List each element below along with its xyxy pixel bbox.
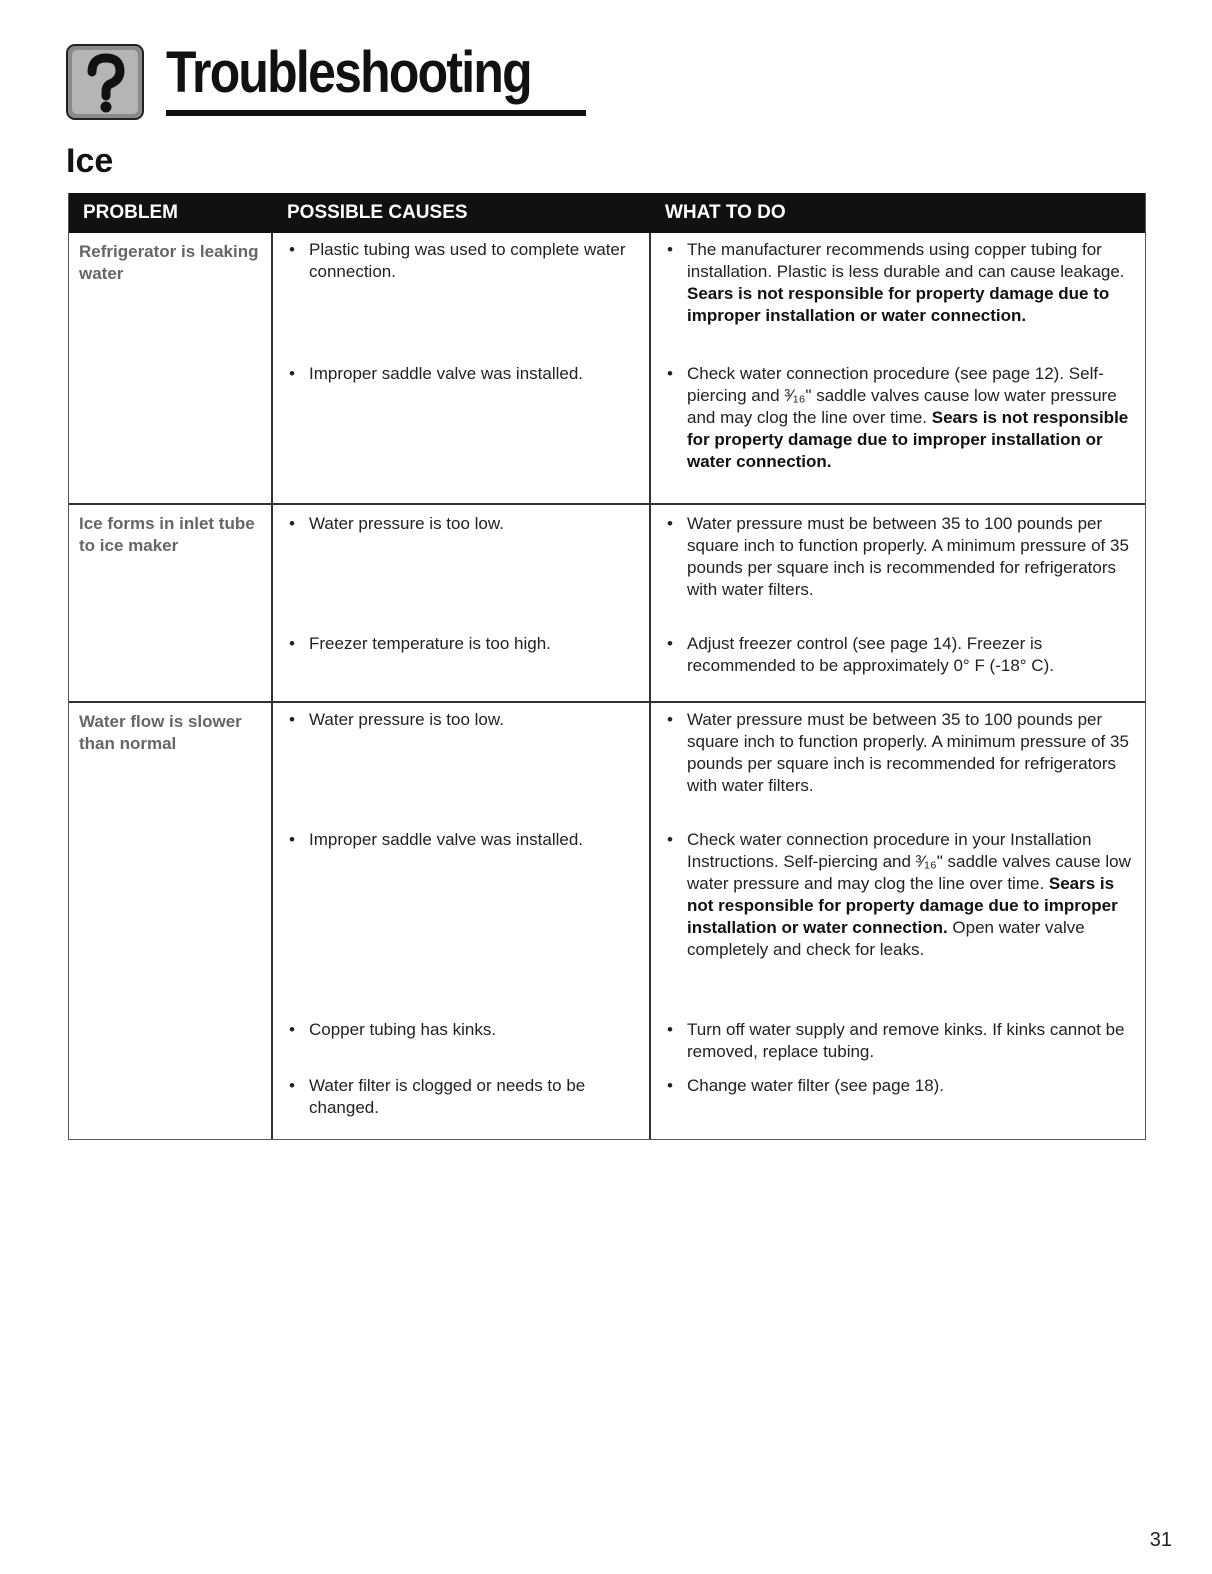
cause-block bbox=[289, 1019, 635, 1075]
cause-text: Water pressure is too low. bbox=[309, 710, 504, 729]
table-header bbox=[69, 193, 1145, 233]
todo-block bbox=[667, 1075, 1135, 1139]
todo-block bbox=[667, 829, 1135, 1019]
todo-block bbox=[667, 233, 1135, 363]
question-mark-icon bbox=[66, 44, 144, 120]
page-header bbox=[66, 40, 531, 122]
cause-block bbox=[289, 1075, 635, 1139]
cause-block bbox=[289, 829, 635, 1019]
todo-bold-text: Sears is not responsible for property damage due to improper installation or water connection. bbox=[687, 874, 1118, 937]
list-item: • Adjust freezer control (see page 14). Freezer is recommended to be approximately 0° F (-18° C). bbox=[667, 633, 1135, 677]
problem-cell bbox=[69, 505, 273, 701]
todo-text: The manufacturer recommends using copper tubing for installation. Plastic is less durable and can cause leakage. bbox=[687, 240, 1125, 281]
list-item: • Water pressure must be between 35 to 100 pounds per square inch to function properly. A minimum pressure of 35 pounds per square inch is recommended for refrigerators with water filters. bbox=[667, 709, 1135, 797]
todo-bold-text: Sears is not responsible for property damage due to improper installation or water connection. bbox=[687, 284, 1110, 325]
list-item: • Improper saddle valve was installed. bbox=[289, 830, 584, 849]
list-item: • Plastic tubing was used to complete water connection. bbox=[289, 239, 635, 283]
column-header-causes: POSSIBLE CAUSES bbox=[287, 202, 468, 223]
list-item: • Check water connection procedure in your Installation Instructions. Self-piercing and ³⁄₁₆" saddle valves cause low water pressure and may clog the line over time. Sears is not responsible for property damage due to improper installation or water connection. Open water valve completely and check for leaks. bbox=[667, 830, 1131, 959]
todo-text: Change water filter (see page 18). bbox=[687, 1076, 945, 1095]
cause-block bbox=[289, 633, 635, 701]
list-item: • Improper saddle valve was installed. bbox=[289, 364, 584, 383]
todo-cell bbox=[651, 233, 1145, 503]
problem-cell bbox=[69, 703, 273, 1139]
list-item: • Freezer temperature is too high. bbox=[289, 634, 551, 653]
problem-text: Ice forms in inlet tube to ice maker bbox=[79, 514, 255, 555]
list-item: • Water filter is clogged or needs to be changed. bbox=[289, 1075, 635, 1119]
list-item: • Check water connection procedure (see page 12). Self-piercing and ³⁄₁₆" saddle valves cause low water pressure and may clog the line over time. Sears is not responsible for property damage due to improper installation or water connection. bbox=[667, 364, 1129, 471]
column-header-what-to-do: WHAT TO DO bbox=[665, 202, 786, 223]
cause-block bbox=[289, 703, 635, 829]
cause-text: Improper saddle valve was installed. bbox=[309, 364, 584, 383]
cause-text: Water filter is clogged or needs to be changed. bbox=[309, 1076, 586, 1117]
todo-block bbox=[667, 633, 1135, 701]
cause-text: Improper saddle valve was installed. bbox=[309, 830, 584, 849]
list-item: • Turn off water supply and remove kinks. If kinks cannot be removed, replace tubing. bbox=[667, 1019, 1135, 1063]
table-row bbox=[69, 703, 1145, 1139]
column-header-problem: PROBLEM bbox=[83, 202, 178, 223]
todo-block bbox=[667, 363, 1135, 503]
cause-text: Plastic tubing was used to complete water connection. bbox=[309, 240, 626, 281]
todo-block bbox=[667, 505, 1135, 633]
todo-cell bbox=[651, 505, 1145, 701]
list-item: • Copper tubing has kinks. bbox=[289, 1020, 497, 1039]
cause-block bbox=[289, 363, 635, 503]
cause-block bbox=[289, 233, 635, 363]
table-row bbox=[69, 505, 1145, 703]
todo-block bbox=[667, 703, 1135, 829]
troubleshooting-table bbox=[68, 193, 1146, 1140]
causes-cell bbox=[273, 233, 651, 503]
todo-text: Check water connection procedure (see page 12). Self-piercing and ³⁄₁₆" saddle valves cause low water pressure and may clog the line over time. bbox=[687, 364, 1117, 427]
todo-bold-text: Sears is not responsible for property damage due to improper installation or water connection. bbox=[687, 408, 1129, 471]
todo-text: Water pressure must be between 35 to 100 pounds per square inch to function properly. A minimum pressure of 35 pounds per square inch is recommended for refrigerators with water filters. bbox=[687, 514, 1129, 599]
problem-text: Refrigerator is leaking water bbox=[79, 242, 259, 283]
todo-block bbox=[667, 1019, 1135, 1075]
cause-text: Water pressure is too low. bbox=[309, 514, 504, 533]
causes-cell bbox=[273, 703, 651, 1139]
list-item: • Change water filter (see page 18). bbox=[667, 1076, 945, 1095]
cause-text: Copper tubing has kinks. bbox=[309, 1020, 497, 1039]
list-item: • Water pressure is too low. bbox=[289, 514, 504, 533]
page-title: Troubleshooting bbox=[166, 40, 531, 105]
causes-cell bbox=[273, 505, 651, 701]
cause-text: Freezer temperature is too high. bbox=[309, 634, 551, 653]
problem-cell bbox=[69, 233, 273, 503]
todo-text: Check water connection procedure in your Installation Instructions. Self-piercing and ³⁄₁₆" saddle valves cause low water pressure and may clog the line over time. bbox=[687, 830, 1131, 893]
title-underline bbox=[166, 110, 586, 116]
todo-text: Water pressure must be between 35 to 100 pounds per square inch to function properly. A minimum pressure of 35 pounds per square inch is recommended for refrigerators with water filters. bbox=[687, 710, 1129, 795]
cause-block bbox=[289, 505, 635, 633]
list-item: • The manufacturer recommends using copper tubing for installation. Plastic is less durable and can cause leakage. Sears is not responsible for property damage due to improper installation or water connection. bbox=[667, 240, 1125, 325]
todo-after-text: Open water valve completely and check for leaks. bbox=[687, 918, 1085, 959]
list-item: • Water pressure is too low. bbox=[289, 710, 504, 729]
problem-text: Water flow is slower than normal bbox=[79, 712, 242, 753]
todo-cell bbox=[651, 703, 1145, 1139]
section-title: Ice bbox=[66, 142, 114, 180]
todo-text: Turn off water supply and remove kinks. If kinks cannot be removed, replace tubing. bbox=[687, 1020, 1125, 1061]
list-item: • Water pressure must be between 35 to 100 pounds per square inch to function properly. A minimum pressure of 35 pounds per square inch is recommended for refrigerators with water filters. bbox=[667, 513, 1135, 601]
todo-text: Adjust freezer control (see page 14). Freezer is recommended to be approximately 0° F (-18° C). bbox=[687, 634, 1054, 675]
page-number: 31 bbox=[1149, 1529, 1172, 1551]
table-row bbox=[69, 233, 1145, 505]
